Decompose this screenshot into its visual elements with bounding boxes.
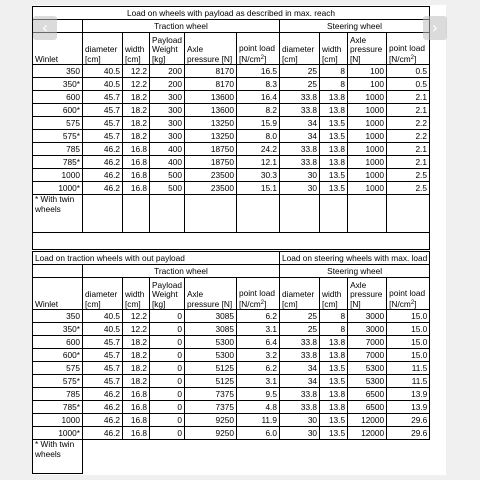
axle-pressure-cell: 13600 [184,91,236,104]
steering-axle-pressure-cell: 1000 [347,182,386,195]
payload-header: Payload Weight [kg] [150,278,185,310]
steering-width-cell: 13.8 [320,388,348,401]
steering-width-cell: 8 [319,65,347,78]
axle-pressure-cell: 18750 [184,156,236,169]
steering-diameter-cell: 34 [279,130,319,143]
diameter-cell: 46.2 [83,414,123,427]
payload-cell: 0 [150,375,185,388]
table-row [33,375,430,388]
steering-point-load-cell: 29.6 [387,427,430,440]
width-cell: 12.2 [123,78,150,91]
table-row [33,414,430,427]
axle-pressure-cell: 18750 [184,143,236,156]
steering-width-cell: 13.5 [320,414,348,427]
steering-axle-pressure-cell: 1000 [347,117,386,130]
steering-axle-pressure-cell: 1000 [347,143,386,156]
steering-diameter-cell: 25 [279,310,319,323]
steering-point-load-cell: 2.2 [386,130,429,143]
winlet-cell: 1000* [33,182,83,195]
steering-width-cell: 13.8 [319,156,347,169]
table-row [33,388,430,401]
steering-point-load-cell: 15.0 [387,336,430,349]
steering-diameter-cell: 25 [279,323,319,336]
width-cell: 16.8 [123,427,150,440]
point-load-cell: 9.5 [236,388,279,401]
width-cell: 12.2 [123,323,150,336]
diameter-cell: 46.2 [83,169,123,182]
point-load-cell: 12.1 [236,156,279,169]
point-load-cell: 8.3 [236,78,279,91]
axle-pressure-cell: 23500 [184,182,236,195]
table-row [33,156,430,169]
axle-pressure-cell: 13250 [184,130,236,143]
point-load-header: point load $[N/cm^2]$ [236,33,279,65]
steering-point-load-header: point load $[N/cm^2]$ [386,33,429,65]
axle-pressure-cell: 13600 [184,104,236,117]
unloaded-wheel-rows [33,310,430,440]
payload-cell: 0 [150,323,185,336]
width-cell: 18.2 [123,336,150,349]
payload-cell: 200 [150,78,185,91]
steering-diameter-cell: 33.8 [279,336,319,349]
diameter-cell: 45.7 [83,375,123,388]
steering-axle-pressure-cell: 1000 [347,156,386,169]
steering-wheel-header: Steering wheel [279,265,429,278]
point-load-cell: 6.4 [236,336,279,349]
steering-axle-pressure-cell: 6500 [348,401,387,414]
steering-axle-pressure-cell: 100 [347,78,386,91]
winlet-cell: 350 [33,65,83,78]
payload-cell: 200 [150,65,185,78]
steering-diameter-cell: 33.8 [279,143,319,156]
point-load-cell: 6.2 [236,310,279,323]
steering-point-load-cell: 15.0 [387,310,430,323]
width-cell: 18.2 [123,349,150,362]
winlet-cell: 575* [33,130,83,143]
table-row [33,182,430,195]
payload-cell: 400 [150,143,185,156]
steering-diameter-cell: 33.8 [279,91,319,104]
axle-pressure-cell: 7375 [184,388,236,401]
steering-diameter-cell: 30 [279,182,319,195]
steering-diameter-cell: 33.8 [279,156,319,169]
point-load-cell: 6.2 [236,362,279,375]
unloaded-wheel-table [32,251,430,474]
steering-width-cell: 13.8 [319,91,347,104]
steering-wheel-header: Steering wheel [279,20,429,33]
steering-diameter-cell: 34 [279,117,319,130]
point-load-cell: 3.2 [236,349,279,362]
steering-point-load-cell: 13.9 [387,388,430,401]
steering-axle-pressure-cell: 7000 [348,349,387,362]
diameter-cell: 45.7 [83,91,123,104]
next-image-button[interactable] [423,16,447,40]
axle-pressure-cell: 8170 [184,65,236,78]
diameter-cell: 45.7 [83,336,123,349]
steering-diameter-cell: 33.8 [279,349,319,362]
winlet-cell: 600 [33,91,83,104]
table-row [33,169,430,182]
table-row [33,323,430,336]
table-row [33,310,430,323]
width-cell: 16.8 [123,182,150,195]
chevron-left-icon: ‹ [41,18,49,37]
steering-axle-pressure-cell: 3000 [348,310,387,323]
steering-diameter-cell: 33.8 [279,104,319,117]
diameter-cell: 46.2 [83,427,123,440]
payload-cell: 0 [150,349,185,362]
header-spacer [33,265,83,278]
steering-diameter-cell: 34 [279,375,319,388]
width-cell: 18.2 [123,104,150,117]
diameter-cell: 45.7 [83,104,123,117]
steering-axle-pressure-header: Axle pressure [N] [348,278,387,310]
diameter-header: diameter [cm] [83,33,123,65]
width-cell: 18.2 [123,117,150,130]
payload-cell: 0 [150,362,185,375]
payload-cell: 300 [150,117,185,130]
width-cell: 18.2 [123,91,150,104]
steering-axle-pressure-cell: 1000 [347,169,386,182]
payload-cell: 0 [150,388,185,401]
winlet-cell: 1000 [33,169,83,182]
width-cell: 18.2 [123,362,150,375]
steering-point-load-cell: 0.5 [386,78,429,91]
axle-pressure-cell: 8170 [184,78,236,91]
steering-diameter-cell: 34 [279,362,319,375]
point-load-cell: 15.1 [236,182,279,195]
axle-pressure-cell: 9250 [184,414,236,427]
winlet-cell: 575* [33,375,83,388]
payload-header: Payload Weight [kg] [150,33,185,65]
steering-width-cell: 8 [319,78,347,91]
diameter-cell: 46.2 [83,182,123,195]
winlet-cell: 785* [33,156,83,169]
diameter-cell: 45.7 [83,117,123,130]
width-header: width [cm] [123,33,150,65]
steering-diameter-cell: 33.8 [279,401,319,414]
width-cell: 16.8 [123,414,150,427]
winlet-header: Winlet [33,278,83,310]
steering-width-cell: 13.5 [319,130,347,143]
twin-wheels-note: * With twin wheels [33,440,83,474]
point-load-cell: 8.0 [236,130,279,143]
point-load-cell: 8.2 [236,104,279,117]
payload-cell: 300 [150,104,185,117]
payload-cell: 0 [150,310,185,323]
table-row [33,336,430,349]
chevron-right-icon: › [431,18,439,37]
diameter-header: diameter [cm] [83,278,123,310]
steering-axle-pressure-cell: 12000 [348,427,387,440]
steering-axle-pressure-cell: 1000 [347,104,386,117]
width-cell: 12.2 [123,65,150,78]
winlet-cell: 1000 [33,414,83,427]
diameter-cell: 45.7 [83,349,123,362]
steering-point-load-cell: 2.2 [386,117,429,130]
steering-axle-pressure-cell: 5300 [348,375,387,388]
steering-axle-pressure-cell: 12000 [348,414,387,427]
table-row [33,349,430,362]
steering-point-load-cell: 2.1 [386,104,429,117]
steering-point-load-cell: 2.1 [386,156,429,169]
loaded-wheel-table-body [33,7,430,65]
steering-axle-pressure-cell: 100 [347,65,386,78]
steering-width-cell: 13.5 [319,182,347,195]
winlet-cell: 575 [33,362,83,375]
steering-width-cell: 13.8 [320,401,348,414]
steering-axle-pressure-cell: 1000 [347,91,386,104]
diameter-cell: 46.2 [83,388,123,401]
width-cell: 16.8 [123,143,150,156]
traction-wheel-header: Traction wheel [83,20,280,33]
diameter-cell: 45.7 [83,130,123,143]
previous-image-button[interactable] [33,16,57,40]
point-load-cell: 24.2 [236,143,279,156]
traction-wheel-header: Traction wheel [83,265,280,278]
steering-diameter-cell: 30 [279,427,319,440]
table-row [33,91,430,104]
diameter-cell: 46.2 [83,401,123,414]
table-row [33,65,430,78]
width-cell: 18.2 [123,375,150,388]
winlet-cell: 600 [33,336,83,349]
payload-cell: 500 [150,169,185,182]
steering-point-load-cell: 11.5 [387,375,430,388]
traction-table-title: Load on traction wheels with out payload [33,252,280,265]
point-load-cell: 3.1 [236,323,279,336]
width-cell: 16.8 [123,401,150,414]
steering-width-cell: 13.5 [320,362,348,375]
diameter-cell: 40.5 [83,78,123,91]
steering-axle-pressure-cell: 6500 [348,388,387,401]
steering-point-load-cell: 15.0 [387,323,430,336]
steering-width-cell: 13.8 [319,143,347,156]
loaded-wheel-table [32,6,430,250]
steering-diameter-cell: 33.8 [279,388,319,401]
point-load-cell: 6.0 [236,427,279,440]
width-cell: 16.8 [123,388,150,401]
axle-pressure-cell: 3085 [184,310,236,323]
table-gap [33,233,430,250]
table-row [33,427,430,440]
winlet-cell: 575 [33,117,83,130]
steering-point-load-header: point load $[N/cm^2]$ [387,278,430,310]
point-load-cell: 11.9 [236,414,279,427]
diameter-cell: 40.5 [83,310,123,323]
axle-pressure-cell: 13250 [184,117,236,130]
width-cell: 12.2 [123,310,150,323]
payload-cell: 0 [150,414,185,427]
winlet-cell: 1000* [33,427,83,440]
steering-axle-pressure-cell: 1000 [347,130,386,143]
steering-width-cell: 13.5 [319,117,347,130]
steering-width-cell: 13.5 [320,427,348,440]
diameter-cell: 45.7 [83,362,123,375]
steering-diameter-cell: 25 [279,65,319,78]
table-title: Load on wheels with payload as described in max. reach [33,7,430,20]
winlet-cell: 350* [33,78,83,91]
steering-axle-pressure-cell: 7000 [348,336,387,349]
axle-pressure-cell: 3085 [184,323,236,336]
winlet-cell: 600* [33,104,83,117]
steering-point-load-cell: 13.9 [387,401,430,414]
steering-point-load-cell: 15.0 [387,349,430,362]
table-row [33,117,430,130]
steering-point-load-cell: 29.6 [387,414,430,427]
table-row [33,104,430,117]
loaded-wheel-rows [33,65,430,195]
steering-width-cell: 13.5 [320,375,348,388]
payload-cell: 300 [150,91,185,104]
axle-pressure-header: Axle pressure [N] [184,278,236,310]
steering-table-title: Load on steering wheels with max. load [279,252,429,265]
winlet-cell: 785* [33,401,83,414]
axle-pressure-cell: 5300 [184,336,236,349]
axle-pressure-cell: 5300 [184,349,236,362]
diameter-cell: 46.2 [83,156,123,169]
payload-cell: 0 [150,401,185,414]
steering-axle-pressure-cell: 3000 [348,323,387,336]
axle-pressure-header: Axle pressure [N] [184,33,236,65]
payload-cell: 300 [150,130,185,143]
table-row [33,78,430,91]
diameter-cell: 46.2 [83,143,123,156]
steering-point-load-cell: 0.5 [386,65,429,78]
point-load-cell: 16.5 [236,65,279,78]
axle-pressure-cell: 9250 [184,427,236,440]
winlet-cell: 785 [33,143,83,156]
payload-cell: 400 [150,156,185,169]
payload-cell: 0 [150,427,185,440]
steering-diameter-header: diameter [cm] [279,33,319,65]
steering-width-header: width [cm] [319,33,347,65]
point-load-cell: 3.1 [236,375,279,388]
steering-point-load-cell: 2.5 [386,182,429,195]
steering-axle-pressure-header: Axle pressure [N] [347,33,386,65]
axle-pressure-cell: 5125 [184,375,236,388]
payload-cell: 0 [150,336,185,349]
steering-width-cell: 13.8 [320,349,348,362]
diameter-cell: 40.5 [83,323,123,336]
point-load-cell: 4.8 [236,401,279,414]
payload-cell: 500 [150,182,185,195]
winlet-cell: 785 [33,388,83,401]
width-cell: 16.8 [123,156,150,169]
steering-point-load-cell: 2.5 [386,169,429,182]
table-row [33,130,430,143]
steering-width-cell: 13.8 [319,104,347,117]
point-load-header: point load $[N/cm^2]$ [236,278,279,310]
table-row [33,401,430,414]
steering-width-cell: 8 [320,310,348,323]
width-cell: 16.8 [123,169,150,182]
steering-point-load-cell: 2.1 [386,91,429,104]
twin-wheels-note: * With twin wheels [33,195,83,233]
winlet-cell: 600* [33,349,83,362]
point-load-cell: 30.3 [236,169,279,182]
steering-diameter-header: diameter [cm] [279,278,319,310]
steering-diameter-cell: 30 [279,169,319,182]
axle-pressure-cell: 5125 [184,362,236,375]
diameter-cell: 40.5 [83,65,123,78]
table-row [33,143,430,156]
axle-pressure-cell: 7375 [184,401,236,414]
steering-width-header: width [cm] [320,278,348,310]
winlet-cell: 350* [33,323,83,336]
steering-axle-pressure-cell: 5300 [348,362,387,375]
winlet-cell: 350 [33,310,83,323]
steering-width-cell: 8 [320,323,348,336]
steering-diameter-cell: 25 [279,78,319,91]
steering-point-load-cell: 2.1 [386,143,429,156]
steering-point-load-cell: 11.5 [387,362,430,375]
winlet-header: Winlet [33,33,83,65]
steering-width-cell: 13.5 [319,169,347,182]
table-row [33,362,430,375]
axle-pressure-cell: 23500 [184,169,236,182]
point-load-cell: 15.9 [236,117,279,130]
steering-width-cell: 13.8 [320,336,348,349]
steering-diameter-cell: 30 [279,414,319,427]
width-cell: 18.2 [123,130,150,143]
point-load-cell: 16.4 [236,91,279,104]
width-header: width [cm] [123,278,150,310]
